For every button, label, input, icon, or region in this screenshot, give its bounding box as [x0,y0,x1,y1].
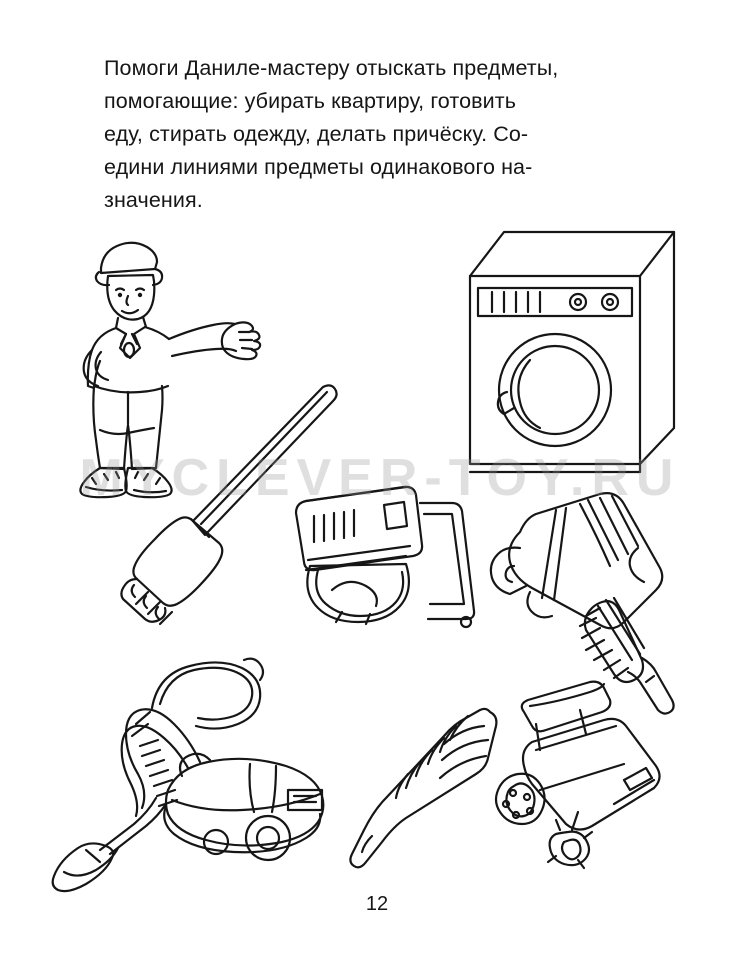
craftsman-danila-figure [80,243,260,497]
curling-brush [580,598,674,714]
instruction-line: помогающие: убирать квартиру, готовить [104,89,517,113]
scrub-brush [121,385,336,624]
watermark: MYCLEVER-TOY.RU [79,449,681,507]
instruction-line: еду, стирать одежду, делать причёску. Со- [104,122,529,146]
vacuum-cleaner [53,659,324,891]
hair-dryer [491,493,662,628]
washing-machine [470,232,674,472]
instruction-line: значения. [104,188,203,212]
stand-mixer [296,487,474,627]
instruction-line: Помоги Даниле-мастеру отыскать предметы, [104,56,559,80]
instruction-line: едини линиями предметы одинакового на- [104,155,533,179]
page-number: 12 [365,893,389,915]
hair-comb [350,709,496,867]
meat-grinder [496,682,660,868]
